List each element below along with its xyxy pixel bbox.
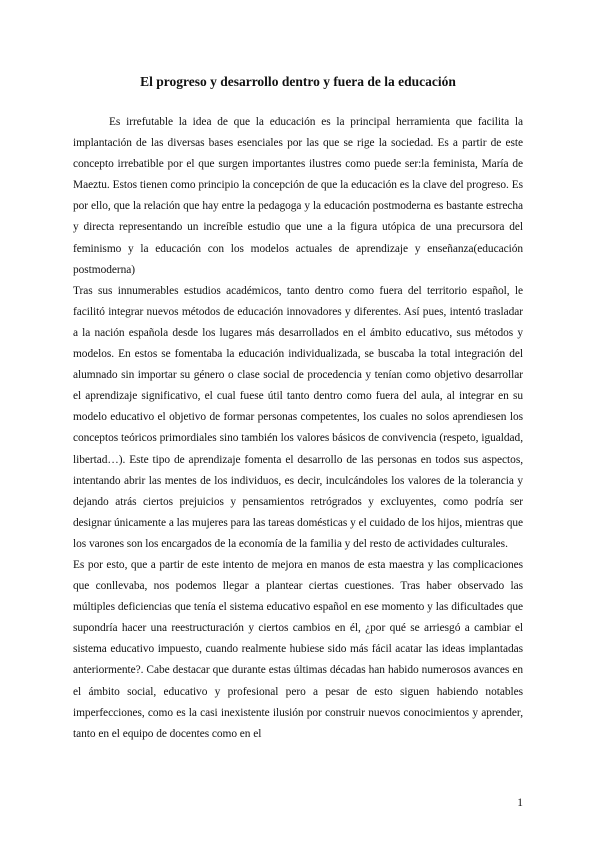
- paragraph-2: Tras sus innumerables estudios académicos, tanto dentro como fuera del territorio español, le facilitó integrar nuevos métodos de educación innovadores y diferentes. Así pues, intentó trasladar a la nación española desde los lugares más desarrollados en el ámbito educativo, sus métodos y modelos. En estos se fomentaba la educación individualizada, se buscaba la total integración del alumnado sin importar su género o clase social de procedencia y tenían como objetivo desarrollar el aprendizaje significativo, el cual fuese útil tanto dentro como fuera del aula, al integrar en su modelo educativo el objetivo de formar personas competentes, los cuales no solos aprendiesen los conceptos teóricos primordiales sino también los valores básicos de convivencia (respeto, igualdad, libertad…). Este tipo de aprendizaje fomenta el desarrollo de las personas en todos sus aspectos, intentando abrir las mentes de los individuos, es decir, inculcándoles los valores de la tolerancia y dejando atrás ciertos prejuicios y pensamientos retrógrados y excluyentes, como podría ser designar únicamente a las mujeres para las tareas domésticas y el cuidado de los hijos, mientras que los varones son los encargados de la economía de la familia y del resto de actividades culturales.: [73, 284, 523, 550]
- page-number: 1: [517, 797, 523, 809]
- paragraph-1: Es irrefutable la idea de que la educación es la principal herramienta que facilita la implantación de las diversas bases esenciales por las que se rige la sociedad. Es a partir de este concepto irrebatible por el que surgen importantes ilustres como puede ser:la feminista, María de Maeztu. Estos tienen como principio la concepción de que la educación es la clave del progreso. Es por ello, que la relación que hay entre la pedagoga y la educación postmoderna es bastante estrecha y directa representando un increíble estudio que une a la figura utópica de una precursora del feminismo y la educación con los modelos actuales de aprendizaje y enseñanza(educación postmoderna): [73, 116, 523, 276]
- document-title: El progreso y desarrollo dentro y fuera de la educación: [140, 74, 456, 89]
- paragraph-3: Es por esto, que a partir de este intento de mejora en manos de esta maestra y las complicaciones que conllevaba, nos podemos llegar a plantear ciertas cuestiones. Tras haber observado las múltiples deficiencias que tenía el sistema educativo español en ese momento y las dificultades que supondría hacer una reestructuración y ciertos cambios en él, ¿por qué se arriesgó a cambiar el sistema educativo impuesto, cuando realmente hubiese sido más fácil acatar las ideas implantadas anteriormente?. Cabe destacar que durante estas últimas décadas han habido numerosos avances en el ámbito social, educativo y profesional pero a pesar de esto siguen habiendo notables imperfecciones, como es la casi inexistente ilusión por construir nuevos conocimientos y aprender, tanto en el equipo de docentes como en el: [73, 558, 523, 740]
